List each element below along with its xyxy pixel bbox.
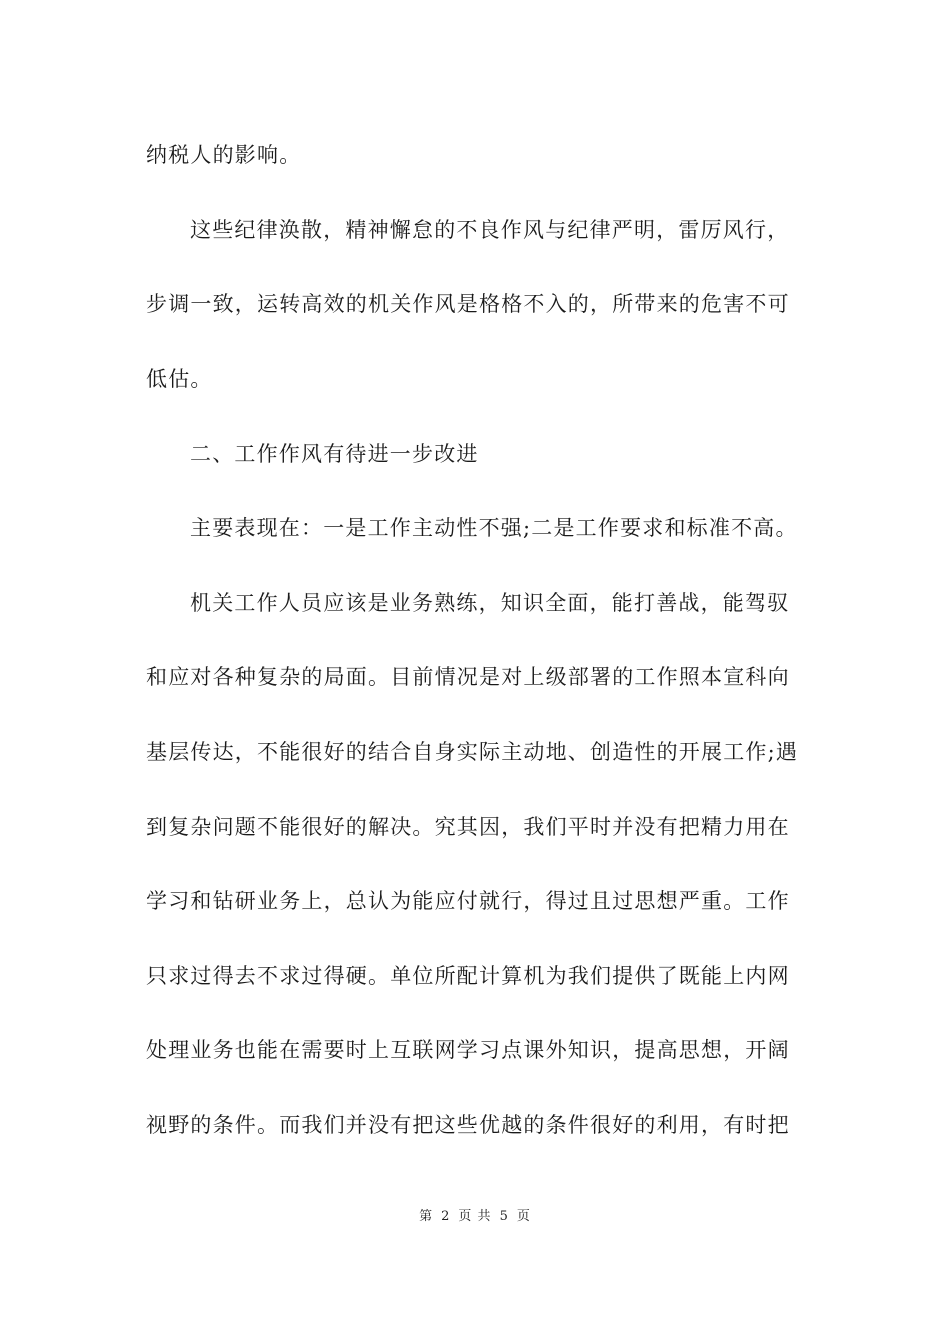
- text-line-14: 视野的条件。而我们并没有把这些优越的条件很好的利用，有时把: [146, 1113, 790, 1137]
- current-page-number: 2: [441, 1209, 451, 1224]
- text-line-13: 处理业务也能在需要时上互联网学习点课外知识，提高思想，开阔: [146, 1038, 790, 1062]
- page-number-footer: [0, 1208, 950, 1226]
- text-line-11: 学习和钻研业务上，总认为能应付就行，得过且过思想严重。工作: [146, 889, 790, 913]
- paragraph-start-line: 机关工作人员应该是业务熟练，知识全面，能打善战，能驾驭: [190, 591, 790, 615]
- text-line-9: 基层传达，不能很好的结合自身实际主动地、创造性的开展工作;遇: [146, 740, 799, 764]
- section-heading: 二、工作作风有待进一步改进: [190, 442, 479, 466]
- text-line-1: 纳税人的影响。: [146, 143, 302, 167]
- text-line-4: 低估。: [146, 367, 213, 391]
- footer-middle: 页 共: [458, 1209, 492, 1224]
- paragraph-start-line: 主要表现在：一是工作主动性不强;二是工作要求和标准不高。: [190, 516, 798, 540]
- text-line-10: 到复杂问题不能很好的解决。究其因，我们平时并没有把精力用在: [146, 815, 790, 839]
- text-line-3: 步调一致，运转高效的机关作风是格格不入的，所带来的危害不可: [146, 292, 790, 316]
- footer-prefix: 第: [419, 1209, 434, 1224]
- text-line-8: 和应对各种复杂的局面。目前情况是对上级部署的工作照本宣科向: [146, 665, 790, 689]
- total-page-number: 5: [499, 1209, 509, 1224]
- paragraph-start-line: 这些纪律涣散，精神懈怠的不良作风与纪律严明，雷厉风行，: [190, 218, 790, 242]
- footer-suffix: 页: [516, 1209, 531, 1224]
- text-line-12: 只求过得去不求过得硬。单位所配计算机为我们提供了既能上内网: [146, 964, 790, 988]
